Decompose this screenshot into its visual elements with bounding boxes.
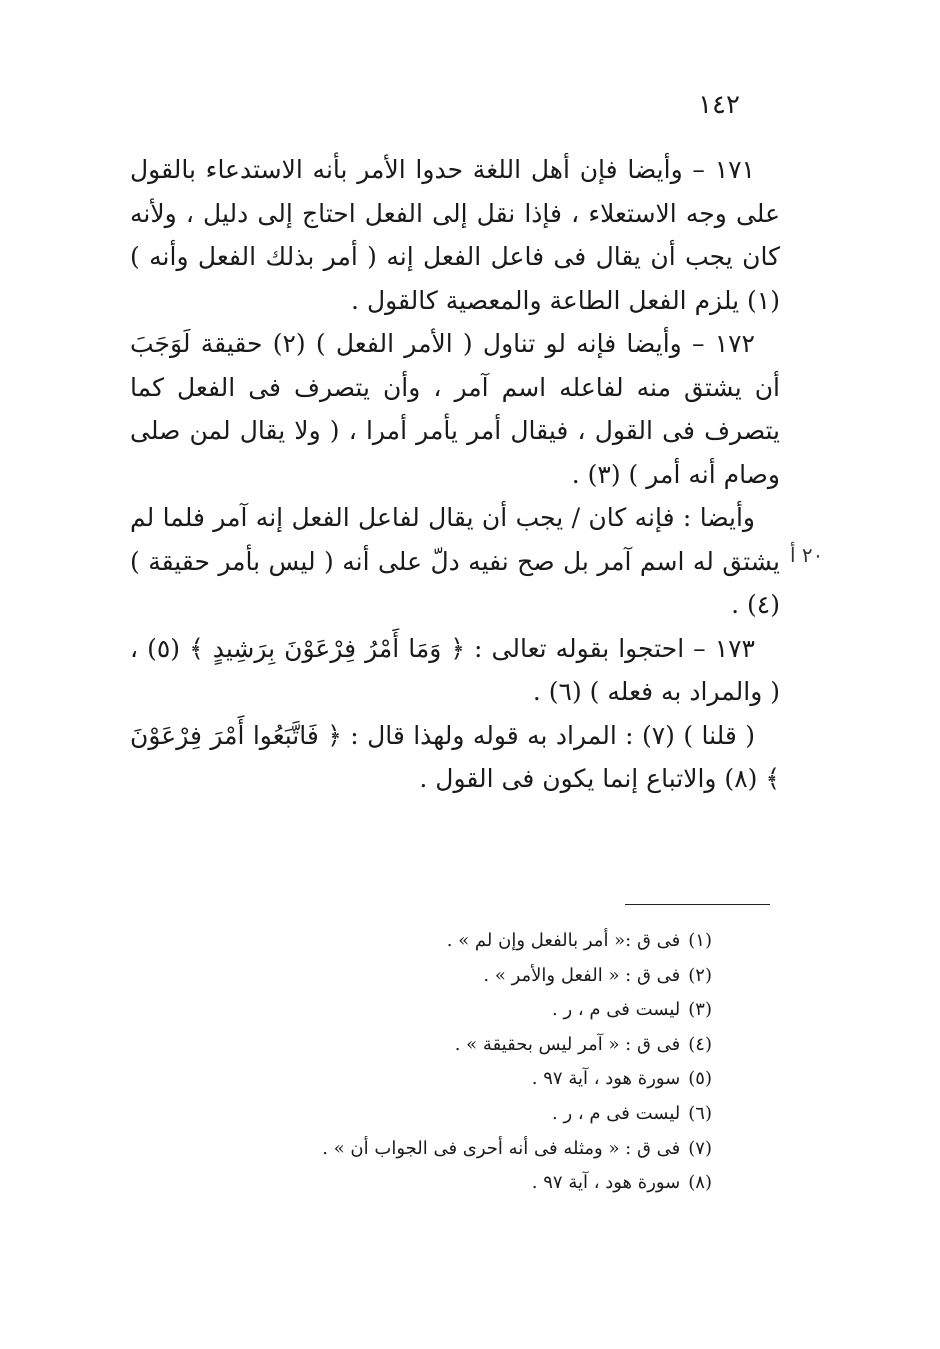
footnote-number: (٦) bbox=[688, 1102, 712, 1124]
paragraph-173: ١٧٣ – احتجوا بقوله تعالى : ﴿ وَمَا أَمْرُ فِرْعَوْنَ بِرَشِيدٍ ﴾ (٥) ، ( والمراد به فعله ) (٦) . bbox=[130, 633, 780, 706]
footnote-number: (٣) bbox=[688, 999, 712, 1021]
footnote-text: ليست فى م ، ر . bbox=[552, 1102, 681, 1124]
footnote-text: فى ق : « آمر ليس بحقيقة » . bbox=[454, 1033, 681, 1055]
paragraph-also: وأيضا : فإنه كان / يجب أن يقال لفاعل الفعل إنه آمر فلما لم يشتق له اسم آمر بل صح نفيه دلّ على أنه ( ليس بأمر حقيقة ) (٤) . bbox=[130, 503, 780, 619]
footnote-text: فى ق : « ومثله فى أنه أحرى فى الجواب أن » . bbox=[322, 1137, 681, 1159]
footnote-number: (٥) bbox=[688, 1068, 712, 1090]
paragraph-171: ١٧١ – وأيضا فإن أهل اللغة حدوا الأمر بأنه الاستدعاء بالقول على وجه الاستعلاء ، فإذا نقل إلى الفعل احتاج إلى دليل ، ولأنه كان يجب أن يقال فى فاعل الفعل إنه ( أمر بذلك الفعل وأنه ) (١) يلزم الفعل الطاعة والمعصية كالقول . bbox=[130, 155, 780, 315]
footnote bbox=[212, 959, 712, 994]
footnotes bbox=[212, 924, 712, 1201]
margin-folio-note: ٢٠ أ bbox=[790, 543, 824, 567]
footnote bbox=[212, 1062, 712, 1097]
body-text bbox=[130, 148, 780, 801]
footnote-text: سورة هود ، آية ٩٧ . bbox=[531, 1172, 681, 1194]
footnote-number: (٤) bbox=[688, 1033, 712, 1055]
paragraph-172: ١٧٢ – وأيضا فإنه لو تناول ( الأمر الفعل ) (٢) حقيقة لَوَجَبَ أن يشتق منه لفاعله اسم آمر ، وأن يتصرف فى الفعل كما يتصرف فى القول ، فيقال أمر يأمر أمرا ، ( ولا يقال لمن صلى وصام أنه أمر ) (٣) . bbox=[130, 329, 780, 489]
footnote-separator bbox=[625, 904, 770, 905]
footnote-number: (٧) bbox=[688, 1137, 712, 1159]
footnote-text: ليست فى م ، ر . bbox=[552, 999, 681, 1021]
footnote bbox=[212, 1166, 712, 1201]
footnote bbox=[212, 1132, 712, 1167]
page-number: ١٤٢ bbox=[698, 90, 740, 120]
footnote-text: فى ق :« أمر بالفعل وإن لم » . bbox=[446, 930, 681, 951]
paragraph-reply: ( قلنا ) (٧) : المراد به قوله ولهذا قال : ﴿ فَاتَّبَعُوا أَمْرَ فِرْعَوْنَ ﴾ (٨) والاتباع إنما يكون فى القول . bbox=[130, 720, 780, 793]
footnote bbox=[212, 1028, 712, 1063]
footnote bbox=[212, 1097, 712, 1132]
footnote-text: سورة هود ، آية ٩٧ . bbox=[531, 1068, 681, 1090]
footnote-number: (٢) bbox=[688, 964, 712, 986]
footnote-number: (٨) bbox=[688, 1172, 712, 1194]
footnote bbox=[212, 924, 712, 959]
footnote-text: فى ق : « الفعل والأمر » . bbox=[483, 964, 681, 986]
footnote-number: (١) bbox=[688, 930, 712, 951]
footnote bbox=[212, 993, 712, 1028]
